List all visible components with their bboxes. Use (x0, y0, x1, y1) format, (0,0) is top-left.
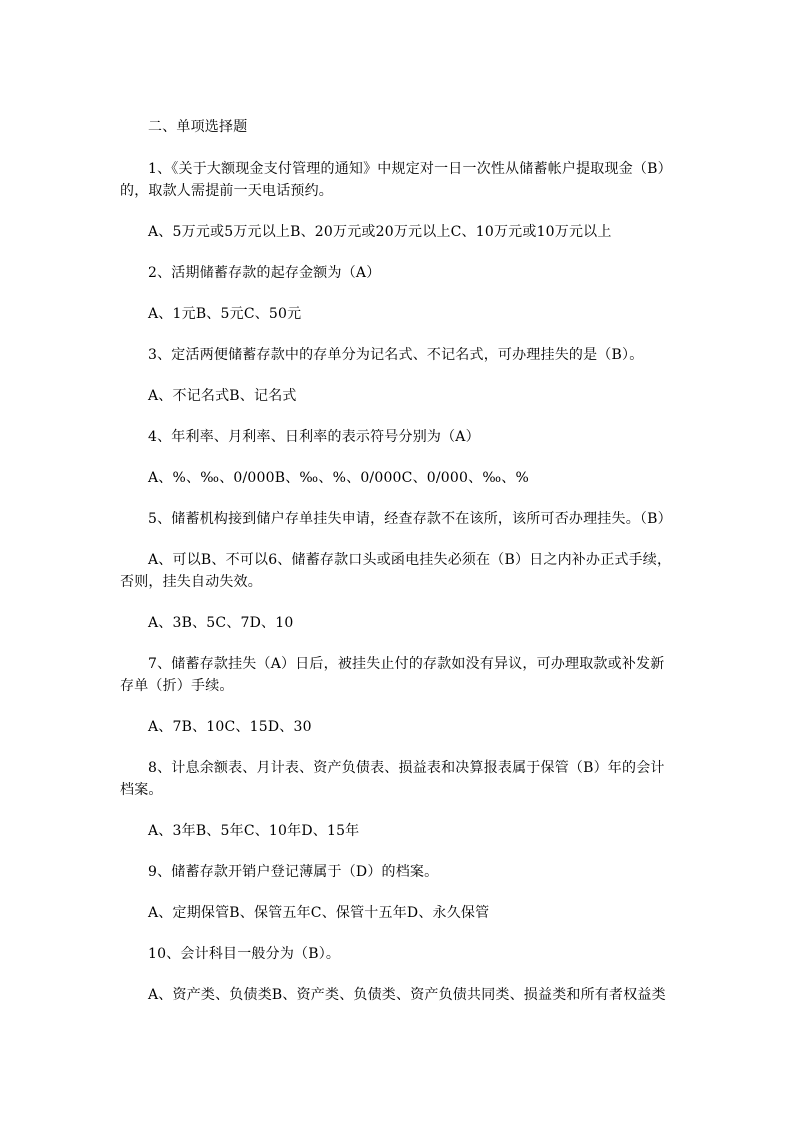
question-8: 8、计息余额表、月计表、资产负债表、损益表和决算报表属于保管（B）年的会计档案。 (120, 760, 665, 798)
question-7: 7、储蓄存款挂失（A）日后，被挂失止付的存款如没有异议，可办理取款或补发新存单（折）手续。 (120, 656, 665, 694)
question-4: 4、年利率、月利率、日利率的表示符号分别为（A） (148, 429, 480, 445)
document-body (120, 116, 672, 1006)
question-5: 5、储蓄机构接到储户存单挂失申请，经查存款不在该所，该所可否办理挂失。（B） (148, 511, 672, 527)
options-8: A、3年B、5年C、10年D、15年 (148, 823, 360, 839)
options-9: A、定期保管B、保管五年C、保管十五年D、永久保管 (148, 905, 490, 921)
options-5-question-6: A、可以B、不可以6、储蓄存款口头或函电挂失必须在（B）日之内补办正式手续，否则，挂失自动失效。 (120, 552, 672, 590)
section-title: 二、单项选择题 (148, 119, 248, 135)
options-3: A、不记名式B、记名式 (148, 388, 297, 404)
question-1: 1、《关于大额现金支付管理的通知》中规定对一日一次性从储蓄帐户提取现金（B）的，取款人需提前一天电话预约。 (120, 161, 672, 199)
options-10: A、资产类、负债类B、资产类、负债类、资产负债共同类、损益类和所有者权益类 (148, 987, 666, 1003)
options-4: A、%、‰、0/000B、‰、%、0/000C、0/000、‰、% (148, 470, 530, 486)
question-3: 3、定活两便储蓄存款中的存单分为记名式、不记名式，可办理挂失的是（B）。 (148, 347, 644, 363)
question-2: 2、活期储蓄存款的起存金额为（A） (148, 265, 381, 281)
question-10: 10、会计科目一般分为（B）。 (148, 946, 341, 962)
question-9: 9、储蓄存款开销户登记薄属于（D）的档案。 (148, 864, 439, 880)
options-7: A、7B、10C、15D、30 (148, 719, 312, 735)
options-1: A、5万元或5万元以上B、20万元或20万元以上C、10万元或10万元以上 (148, 224, 612, 240)
options-6: A、3B、5C、7D、10 (148, 615, 294, 631)
options-2: A、1元B、5元C、50元 (148, 306, 302, 322)
